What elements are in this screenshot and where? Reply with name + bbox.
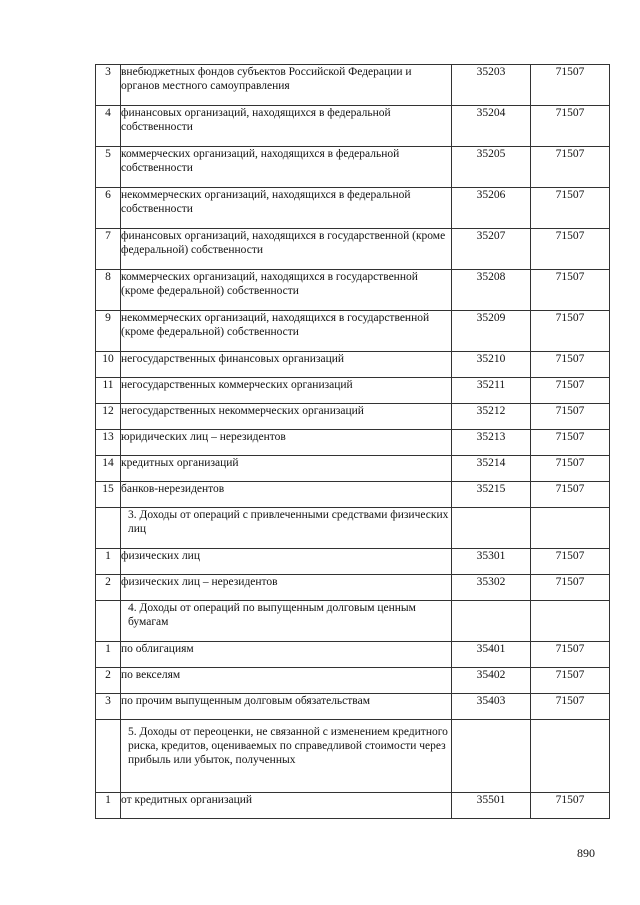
- row-code: 35205: [452, 147, 531, 188]
- row-code: 35402: [452, 668, 531, 694]
- table-row: [96, 430, 610, 456]
- row-code: [452, 601, 531, 642]
- row-code: 35207: [452, 229, 531, 270]
- row-account: 71507: [531, 575, 610, 601]
- row-code: [452, 508, 531, 549]
- row-account: 71507: [531, 694, 610, 720]
- row-account: 71507: [531, 147, 610, 188]
- table-row: [96, 575, 610, 601]
- row-description: коммерческих организаций, находящихся в государственной (кроме федеральной) собственности: [121, 270, 452, 311]
- row-code: 35209: [452, 311, 531, 352]
- row-code: 35501: [452, 793, 531, 819]
- row-code: 35212: [452, 404, 531, 430]
- row-account: 71507: [531, 65, 610, 106]
- row-code: 35401: [452, 642, 531, 668]
- row-account: 71507: [531, 106, 610, 147]
- row-description: кредитных организаций: [121, 456, 452, 482]
- row-number: 1: [96, 793, 121, 819]
- row-description: некоммерческих организаций, находящихся в федеральной собственности: [121, 188, 452, 229]
- section-heading: 3. Доходы от операций с привлеченными средствами физических лиц: [121, 508, 452, 549]
- row-number: 11: [96, 378, 121, 404]
- page-number: 890: [577, 846, 595, 860]
- row-account: 71507: [531, 311, 610, 352]
- table-row: [96, 352, 610, 378]
- row-number: 12: [96, 404, 121, 430]
- row-account: [531, 720, 610, 793]
- row-number: 3: [96, 694, 121, 720]
- row-description: физических лиц – нерезидентов: [121, 575, 452, 601]
- row-number: 10: [96, 352, 121, 378]
- row-description: финансовых организаций, находящихся в федеральной собственности: [121, 106, 452, 147]
- table-row: [96, 188, 610, 229]
- table-row: [96, 482, 610, 508]
- row-account: 71507: [531, 642, 610, 668]
- row-account: 71507: [531, 378, 610, 404]
- row-account: [531, 601, 610, 642]
- row-description: некоммерческих организаций, находящихся в государственной (кроме федеральной) собственности: [121, 311, 452, 352]
- row-description: внебюджетных фондов субъектов Российской Федерации и органов местного самоуправления: [121, 65, 452, 106]
- table-row: [96, 642, 610, 668]
- row-code: 35403: [452, 694, 531, 720]
- row-account: 71507: [531, 188, 610, 229]
- table-row: [96, 65, 610, 106]
- section-heading-row: [96, 720, 610, 793]
- row-code: 35206: [452, 188, 531, 229]
- section-heading: 4. Доходы от операций по выпущенным долговым ценным бумагам: [121, 601, 452, 642]
- section-heading-row: [96, 601, 610, 642]
- table-row: [96, 694, 610, 720]
- row-description: юридических лиц – нерезидентов: [121, 430, 452, 456]
- row-number: 9: [96, 311, 121, 352]
- table-row: [96, 404, 610, 430]
- row-number: [96, 720, 121, 793]
- row-code: 35204: [452, 106, 531, 147]
- row-code: [452, 720, 531, 793]
- row-code: 35302: [452, 575, 531, 601]
- row-account: 71507: [531, 352, 610, 378]
- row-code: 35215: [452, 482, 531, 508]
- row-description: коммерческих организаций, находящихся в федеральной собственности: [121, 147, 452, 188]
- row-description: негосударственных некоммерческих организаций: [121, 404, 452, 430]
- row-account: 71507: [531, 404, 610, 430]
- row-number: 6: [96, 188, 121, 229]
- row-code: 35214: [452, 456, 531, 482]
- row-code: 35203: [452, 65, 531, 106]
- document-table: [95, 64, 610, 819]
- table-row: [96, 793, 610, 819]
- table-row: [96, 378, 610, 404]
- row-code: 35211: [452, 378, 531, 404]
- row-number: 14: [96, 456, 121, 482]
- table-row: [96, 311, 610, 352]
- table-row: [96, 270, 610, 311]
- row-number: 13: [96, 430, 121, 456]
- table-row: [96, 456, 610, 482]
- row-account: 71507: [531, 482, 610, 508]
- table-row: [96, 229, 610, 270]
- row-description: по облигациям: [121, 642, 452, 668]
- row-code: 35210: [452, 352, 531, 378]
- row-account: 71507: [531, 549, 610, 575]
- row-description: банков-нерезидентов: [121, 482, 452, 508]
- row-account: 71507: [531, 430, 610, 456]
- section-heading: 5. Доходы от переоценки, не связанной с изменением кредитного риска, кредитов, оцениваемых по справедливой стоимости через прибыль или убыток, полученных: [121, 720, 452, 793]
- row-number: 4: [96, 106, 121, 147]
- row-number: 5: [96, 147, 121, 188]
- row-description: от кредитных организаций: [121, 793, 452, 819]
- row-description: по векселям: [121, 668, 452, 694]
- row-number: 7: [96, 229, 121, 270]
- row-number: 2: [96, 575, 121, 601]
- row-number: 8: [96, 270, 121, 311]
- row-account: 71507: [531, 793, 610, 819]
- row-number: [96, 601, 121, 642]
- row-account: 71507: [531, 668, 610, 694]
- row-code: 35208: [452, 270, 531, 311]
- row-description: по прочим выпущенным долговым обязательствам: [121, 694, 452, 720]
- row-code: 35213: [452, 430, 531, 456]
- row-description: негосударственных коммерческих организаций: [121, 378, 452, 404]
- row-description: физических лиц: [121, 549, 452, 575]
- row-number: [96, 508, 121, 549]
- row-number: 2: [96, 668, 121, 694]
- table-row: [96, 668, 610, 694]
- table-row: [96, 147, 610, 188]
- row-account: 71507: [531, 456, 610, 482]
- row-code: 35301: [452, 549, 531, 575]
- row-description: негосударственных финансовых организаций: [121, 352, 452, 378]
- row-account: 71507: [531, 229, 610, 270]
- row-description: финансовых организаций, находящихся в государственной (кроме федеральной) собственности: [121, 229, 452, 270]
- row-number: 15: [96, 482, 121, 508]
- table-row: [96, 106, 610, 147]
- row-number: 1: [96, 549, 121, 575]
- table-row: [96, 549, 610, 575]
- row-number: 1: [96, 642, 121, 668]
- section-heading-row: [96, 508, 610, 549]
- row-account: 71507: [531, 270, 610, 311]
- row-number: 3: [96, 65, 121, 106]
- row-account: [531, 508, 610, 549]
